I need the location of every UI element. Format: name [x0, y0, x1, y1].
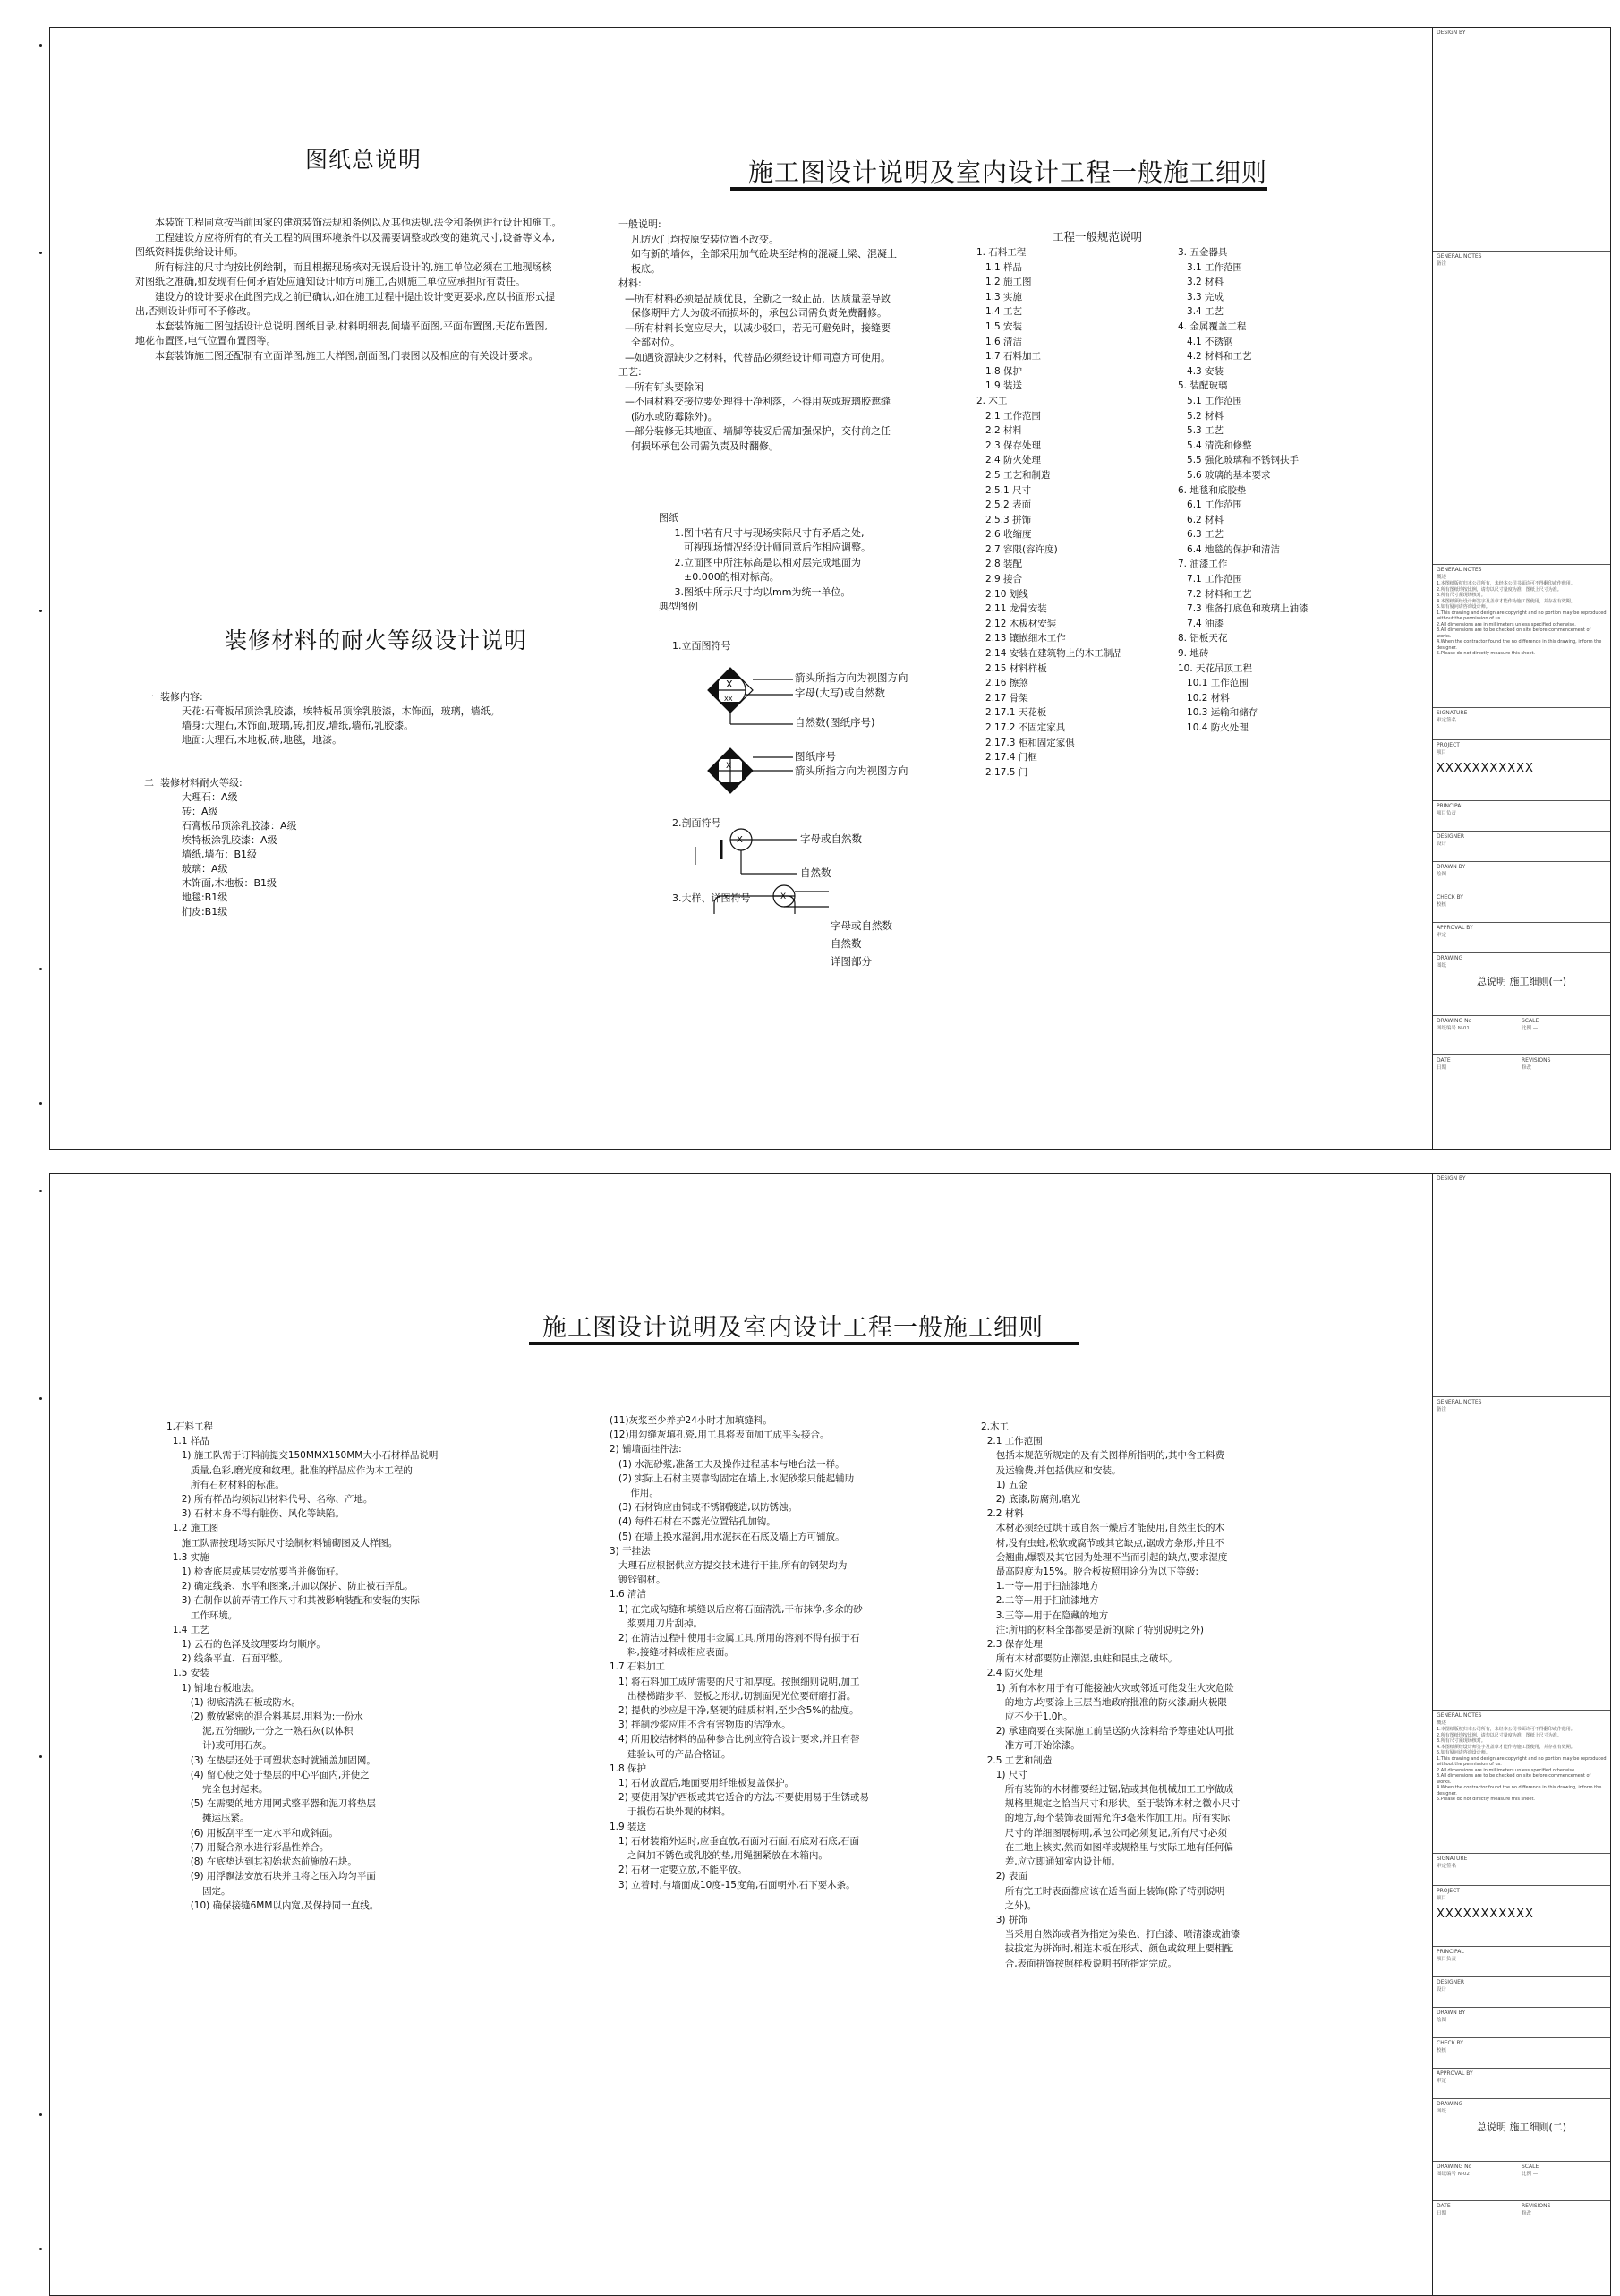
spec-list-item: 2.10 划线	[976, 588, 1028, 600]
spec-list-item: 1.9 装送	[976, 380, 1023, 392]
elevation-arrow-fill	[720, 668, 741, 679]
spec-list-item: 1.4 工艺	[976, 306, 1023, 318]
spec-list-item: 5.2 材料	[1178, 410, 1224, 422]
spec-list-item: 2.5.2 表面	[976, 499, 1032, 511]
spec-list-item: 5.1 工作范围	[1178, 395, 1243, 406]
spec-list-item: 3.2 材料	[1178, 277, 1224, 288]
spec-list-item: 3.3 完成	[1178, 291, 1224, 303]
spec-list-item: 3.4 工艺	[1178, 306, 1224, 318]
legend-label: 自然数	[831, 937, 862, 950]
legend-label: 详图部分	[831, 955, 872, 968]
legend-label: 箭头所指方向为视图方向	[795, 671, 908, 684]
spec-list-item: 2.13 镶嵌细木工作	[976, 633, 1066, 644]
legend-label: 字母或自然数	[800, 832, 862, 845]
spec-list-item: 8. 铝板天花	[1178, 633, 1228, 644]
spec-list-item: 2.17.2 不固定家具	[976, 722, 1066, 733]
svg-text:X: X	[737, 835, 743, 845]
sheet-corner-mark	[39, 2248, 42, 2250]
legend-elevation-heading: 1.立面图符号	[672, 640, 731, 652]
legend-section-heading: 2.剖面符号	[672, 817, 721, 829]
spec-list-item: 2.8 装配	[976, 559, 1023, 570]
project-name: XXXXXXXXXXX	[1437, 762, 1534, 775]
spec-list-item: 5.6 玻璃的基本要求	[1178, 469, 1271, 481]
spec-list-item: 9. 地砖	[1178, 648, 1209, 660]
drawing-section: 图纸 1.图中若有尺寸与现场实际尺寸有矛盾之处, 可视现场情况经设计师同意后作相应调整。 2.立面图中所注标高是以相对层完成地面为 ±0.000的相对标高。 3.图纸中所示尺寸均以mm为统一单位。 典型图例	[659, 512, 871, 612]
project-label: PROJECT	[1437, 742, 1460, 748]
spec-list-item: 2.5.3 拼饰	[976, 514, 1032, 525]
drawing-name: 总说明 施工细则(一)	[1476, 976, 1567, 987]
sheet-corner-mark	[39, 44, 42, 47]
spec-list-item: 1.8 保护	[976, 365, 1023, 377]
drawing-number: N-02	[1457, 2172, 1470, 2177]
spec-list-item: 4.2 材料和工艺	[1178, 351, 1252, 363]
general-notes-label: GENERAL NOTES	[1437, 253, 1482, 260]
spec-list-item: 2.12 木板材安装	[976, 618, 1057, 629]
spec-list-item: 2.11 龙骨安装	[976, 603, 1047, 615]
page-title: 施工图设计说明及室内设计工程一般施工细则	[542, 1314, 1044, 1342]
title-block: DESIGN BY GENERAL NOTES 备注 GENERAL NOTES 概述 1.本图纸版权归本公司所有，未经本公司书面许可不得翻印或作他用。 2.所有图纸均按比例，请勿以尺寸量度为准，图纸上尺寸为准。 3.所有尺寸须现场核对。 4.本图纸须经设计师签字及盖章才能作为施工图使用，并存在有效期。 5.如有疑问请咨询设计师。 1.This drawing and design are copyright and no portion may be reproduced without the permission of us. 2.All dimensions are in millimeters unless specified otherwise. 3.All dimensions are to be checked on site before commencement of works. 4.When the contractor found the no difference in this drawing, inform the designer. 5.Please do not directly measure this sheet. SIGNATURE 审定签名 PROJECT 项目 XXXXXXXXXXX PRINCIPAL 项目负责 DESIGNER 设计 DRAWN BY 绘图 CHECK BY 校核 APPROVAL BY 审定 DRAWING 图纸 总说明 施工细则(二) DRAWING No 图纸编号 N-02 SCALE 比例 — DATE 日期 REVISIONS 修改	[1432, 1174, 1610, 2295]
fire-rating-title: 装修材料的耐火等级设计说明	[225, 627, 528, 653]
spec-list-item: 2.3 保存处理	[976, 440, 1042, 451]
design-by-label: DESIGN BY	[1437, 30, 1466, 36]
spec-list-item: 7.4 油漆	[1178, 618, 1224, 629]
sheet-edge-mark	[39, 610, 42, 612]
spec-list-item: 6.1 工作范围	[1178, 499, 1243, 511]
stone-works-col: 1.石料工程 1.1 样品 1) 施工队需于订料前提交150MMX150MM大小石材样品说明 质量,色彩,磨光度和纹理。批准的样品应作为本工程的 所有石材材料的标准。 2) 所有样品均须标出材料代号、名称、产地。 3) 石材本身不得有脏伤、风化等缺陷。 1.2 施工图 施工队需按现场实际尺寸绘制材料铺砌图及大样图。 1.3 实施 1) 检查底层或基层安放要当并修饰好。 2) 确定线条、水平和图案,并加以保护、防止被石弄乱。 3) 在制作以前弄清工作尺寸和其被影响装配和安装的实际 工作环境。 1.4 工艺 1) 云石的色泽及纹理要均匀顺序。 2) 线条平直、石面平整。 1.5 安装 1) 铺地台板地法。 (1) 彻底清洗石板或防水。 (2) 敷放紧密的混合料基层,用料为:一份水 泥,五份细砂,十分之一熟石灰(以体积 计)或可用石灰。 (3) 在垫层还处于可塑状态时就铺盖加固网。 (4) 留心使之处于垫层的中心平面内,并使之 完全包封起来。 (5) 在需要的地方用网式整平器和泥刀将垫层 摊运压紧。 (6) 用板刮平至一定水平和成斜面。 (7) 用凝合剂水进行彩晶性养合。 (8) 在底垫达到其初始状态前施放石块。 (9) 用浮飘法安放石块并且将之压入均匀平面 固定。 (10) 确保接缝6MM以内宽,及保持同一直线。	[166, 1421, 439, 1911]
spec-list-item: 2. 木工	[976, 395, 1008, 406]
spec-list-item: 5.4 清洗和修整	[1178, 440, 1252, 451]
spec-list-item: 10.4 防火处理	[1178, 722, 1249, 733]
spec-list-item: 2.6 收缩度	[976, 529, 1032, 541]
spec-list-item: 6.2 材料	[1178, 514, 1224, 525]
spec-list-item: 2.4 防火处理	[976, 455, 1042, 466]
sheet-edge-mark	[39, 252, 42, 254]
spec-list-item: 2.1 工作范围	[976, 410, 1042, 422]
svg-text:X: X	[780, 892, 787, 901]
legend-label: 自然数(图纸序号)	[795, 716, 875, 729]
spec-list-item: 6. 地毯和底胶垫	[1178, 484, 1247, 496]
spec-list-item: 5. 装配玻璃	[1178, 380, 1228, 392]
sheet-corner-mark	[39, 1190, 42, 1192]
spec-list-item: 2.5.1 尺寸	[976, 484, 1032, 496]
spec-list-item: 10.3 运输和储存	[1178, 707, 1258, 719]
stone-works-col-cont: (11)灰浆至少养护24小时才加填缝料。 (12)用勾缝灰填孔瓷,用工具将表面加工成平头接合。 2) 铺墙面挂件法: (1) 水泥砂浆,准备工夫及操作过程基本与地台法一样。 (2) 实际上石材主要靠钩固定在墙上,水泥砂浆只能起辅助 作用。 (3) 石材钩应由铜或不锈钢镀造,以防锈蚀。 (4) 每件石材在不露光位置钻孔加钩。 (5) 在墙上换水湿润,用水泥抹在石底及墙上方可铺放。 3) 干挂法 大理石应根据供应方提交技术进行干挂,所有的钢架均为 镀锌钢材。 1.6 清洁 1) 在完成勾缝和填缝以后应将石面清洗,干布抹净,多余的砂 浆要用刀片刮掉。 2) 在清洁过程中使用非金属工具,所用的溶剂不得有损于石 料,接缝材料成相应表面。 1.7 石料加工 1) 将石料加工成所需要的尺寸和厚度。按照细则说明,加工 出楼梯踏步平、竖板之形状,切割面见光位要研磨打滑。 2) 提供的沙应是干净,坚硬的硅质材料,至少含5%的盐度。 3) 拌制沙浆应用不含有害物质的洁净水。 4) 所用胶结材料的品种参合比例应符合设计要求,并且有替 建验认可的产品合格证。 1.8 保护 1) 石材放置后,地面要用纤维板复盖保护。 2) 要使用保护西板或其它适合的方法,不要使用易于生锈或易 于损伤石块外观的材料。 1.9 装送 1) 石材装箱外运时,应垂直放,石面对石面,石底对石底,石面 之间加不锈色或乳胶的垫,用绳捆紧放在木箱内。 2) 石材一定要立放,不能平放。 3) 立着时,与墙面成10度-15度角,石面朝外,石下要木条。	[610, 1415, 869, 1891]
spec-list-item: 10.1 工作范围	[1178, 678, 1249, 689]
spec-list-item: 2.17.3 柜和固定家俱	[976, 737, 1075, 748]
spec-list-item: 2.17.1 天花板	[976, 707, 1047, 719]
spec-list-item: 5.3 工艺	[1178, 425, 1224, 437]
drawing-number: N-01	[1457, 1026, 1470, 1031]
spec-list-item: 7.3 准备打底色和玻璃上油漆	[1178, 603, 1309, 615]
spec-list-col-1	[976, 245, 1173, 780]
spec-list-item: 2.2 材料	[976, 425, 1023, 437]
title-underline	[730, 187, 1267, 191]
general-notes-body: 一般说明: 凡防火门均按原安装位置不改变。 如有新的墙体，全部采用加气砼块至结构的混凝土梁、混凝土 板底。 材料: —所有材料必须是品质优良，全新之一级正品，因质量差导致 保修期甲方人为破坏而损坏的，承包公司需负责免费翻修。 —所有材料长宽应尽大，以减少驳口，若无可避免时，接缝要 全部对位。 —如遇资源缺少之材料，代替品必须经设计师同意方可使用。 工艺: —所有钉头要除闲 —不同材料交接位要处理得干净利落，不得用灰或玻璃胶遮缝 (防水或防霉除外)。 —部分装修无其地面、墙脚等装妥后需加强保护，交付前之任 何损坏承包公司需负责及时翻修。	[618, 218, 897, 452]
sheet-edge-mark	[39, 1397, 42, 1400]
spec-list-item: 10.2 材料	[1178, 692, 1230, 704]
spec-list-item: 2.15 材料样板	[976, 662, 1047, 674]
title-block: DESIGN BY GENERAL NOTES 备注 GENERAL NOTES 概述 1.本图纸版权归本公司所有，未经本公司书面许可不得翻印或作他用。 2.所有图纸均按比例，请勿以尺寸量度为准，图纸上尺寸为准。 3.所有尺寸须现场核对。 4.本图纸须经设计师签字及盖章才能作为施工图使用，并存在有效期。 5.如有疑问请咨询设计师。 1.This drawing and design are copyright and no portion may be reproduced without the permission of us. 2.All dimensions are in millimeters unless specified otherwise. 3.All dimensions are to be checked on site before commencement of works. 4.When the contractor found the no difference in this drawing, inform the designer. 5.Please do not directly measure this sheet. SIGNATURE 审定签名 PROJECT 项目 XXXXXXXXXXX PRINCIPAL 项目负责 DESIGNER 设计 DRAWN BY 绘图 CHECK BY 校核 APPROVAL BY 审定 DRAWING 图纸 总说明 施工细则(一) DRAWING No 图纸编号 N-01 SCALE 比例 — DATE 日期 REVISIONS 修改	[1432, 28, 1610, 1149]
spec-list-item: 6.4 地毯的保护和清洁	[1178, 543, 1281, 555]
spec-list-item: 10. 天花吊顶工程	[1178, 662, 1253, 674]
legend-label: 图纸序号	[795, 750, 836, 763]
spec-list-item: 2.17.4 门框	[976, 752, 1037, 764]
spec-list-item: 4.1 不锈钢	[1178, 336, 1233, 347]
symbol-numeral: XX	[724, 696, 733, 703]
spec-list-item: 1.7 石料加工	[976, 351, 1042, 363]
spec-list-item: 2.14 安装在建筑物上的木工制品	[976, 648, 1122, 660]
notes-label: GENERAL NOTES	[1437, 567, 1482, 573]
spec-list-item: 4. 金属覆盖工程	[1178, 320, 1247, 332]
spec-list-item: 2.16 擦煞	[976, 678, 1028, 689]
drawing-sheet-1	[49, 27, 1611, 1150]
carpentry-col: 2.木工 2.1 工作范围 包括本规范所规定的及有关图样所指明的,其中含工料费 及运输费,并包括供应和安装。 1) 五金 2) 底漆,防腐剂,磨光 2.2 材料 木材必须经过烘干或自然干燥后才能使用,自然生长的木 材,没有虫蛀,松软或腐节或其它缺点,锯成方条形,并且不 会翘曲,爆裂及其它因为处理不当而引起的缺点,要求湿度 最高限度为15%。胶合板按照用途分为以下等级: 1.一等—用于扫油漆地方 2.二等—用于扫油漆地方 3.三等—用于在隐藏的地方 注:所用的材料全部都要是新的(除了特别说明之外) 2.3 保存处理 所有木材都要防止潮湿,虫蛀和昆虫之破坏。 2.4 防火处理 1) 所有木材用于有可能接触火灾或邻近可能发生火灾危险 的地方,均要涂上三层当地政府批准的防火漆,耐火极限 应不少于1.0h。 2) 承建商要在实际施工前呈送防火涂料给予筹建处认可批 准方可开始涂漆。 2.5 工艺和制造 1) 尺寸 所有装饰的木材都要经过锯,钻或其他机械加工工序做成 规格里规定之恰当尺寸和形状。至于装饰木材之微小尺寸 的地方,每个装饰表面需允许3毫米作加工用。所有实际 尺寸的详细图展标明,承包公司必须复记,所有尺寸必须 在工地上核实,然而如图样或规格里与实际工地有任何偏 差,应立即通知室内设计师。 2) 表面 所有完工时表面都应该在适当面上装饰(除了特别说明 之外)。 3) 拼饰 当采用自然饰或者为指定为染色、打白漆、喷清漆或油漆 拔拔定为拼饰时,相连木板在形式、颜色或纹理上要相配 合,表面拼饰按照样板说明书所指定完成。	[981, 1421, 1241, 1969]
spec-list-item: 5.5 强化玻璃和不锈钢扶手	[1178, 455, 1300, 466]
sheet-corner-mark	[39, 1102, 42, 1105]
spec-list-item: 6.3 工艺	[1178, 529, 1224, 541]
drawing-notes-body: 本装饰工程同意按当前国家的建筑装饰法规和条例以及其他法规,法令和条例进行设计和施工。 工程建设方应将所有的有关工程的周围环境条件以及需要调整或改变的建筑尺寸,设备等文本, 图纸资料提供给设计师。 所有标注的尺寸均按比例绘制，而且根据现场核对无误后设计的,施工单位必须在工地现场核 对图纸之准确,如发现有任何矛盾处应通知设计师方可施工,否则施工单位应承担所有责任。 建设方的设计要求在此图完成之前已确认,如在施工过程中提出设计变更要求,应以书面形式提 出,否则设计师可不予修改。 本套装饰施工图包括设计总说明,图纸目录,材料明细表,间墙平面图,平面布置图,天花布置图, 地花布置图,电气位置布置图等。 本套装饰施工图还配制有立面详图,施工大样图,剖面图,门表图以及相应的有关设计要求。	[135, 217, 562, 362]
sheet-edge-mark	[39, 2113, 42, 2116]
svg-text:X: X	[726, 762, 732, 771]
spec-list-col-2	[1178, 245, 1393, 736]
symbol-letter-x: X	[726, 679, 733, 690]
legend-label: 字母(大写)或自然数	[795, 687, 885, 699]
spec-list-item: 7.2 材料和工艺	[1178, 588, 1252, 600]
legend-label: 箭头所指方向为视图方向	[795, 764, 908, 777]
spec-list-item: 3.1 工作范围	[1178, 261, 1243, 273]
spec-list-item: 1.2 施工图	[976, 277, 1032, 288]
spec-list-item: 4.3 安装	[1178, 365, 1224, 377]
spec-list-item: 2.7 容限(容许度)	[976, 543, 1058, 555]
legend-detail-heading: 3.大样、详图符号	[672, 892, 751, 904]
sheet-edge-mark	[39, 968, 42, 970]
fire-rating-body: 一 装修内容: 天花:石膏板吊顶涂乳胶漆，埃特板吊顶涂乳胶漆，木饰面，玻璃，墙纸。 墙身:大理石,木饰面,玻璃,砖,扪皮,墙纸,墙布,乳胶漆。 地面:大理石,木地板,砖,地毯，地漆。 二 装修材料耐火等级: 大理石：A级 砖：A级 石膏板吊顶涂乳胶漆：A级 埃特板涂乳胶漆：A级 墙纸,墙布：B1级 玻璃：A级 木饰面,木地板：B1级 地毯:B1级 扪皮:B1级	[144, 691, 500, 918]
spec-list-item: 2.5 工艺和制造	[976, 469, 1051, 481]
page-title: 施工图设计说明及室内设计工程一般施工细则	[748, 158, 1268, 187]
spec-list-item: 1.1 样品	[976, 261, 1023, 273]
signature-label: SIGNATURE	[1437, 710, 1468, 716]
spec-list-item: 1. 石料工程	[976, 247, 1027, 258]
notes-text: 1.本图纸版权归本公司所有，未经本公司书面许可不得翻印或作他用。 2.所有图纸均按比例，请勿以尺寸量度为准，图纸上尺寸为准。 3.所有尺寸须现场核对。 4.本图纸须经设计师签字及盖章才能作为施工图使用，并存在有效期。 5.如有疑问请咨询设计师。 1.This drawing and design are copyright and no portion may be reproduced without the permission of us. 2.All dimensions are in millimeters unless specified otherwise. 3.All dimensions are to be checked on site before commencement of works. 4.When the contractor found the no difference in this drawing, inform the designer. 5.Please do not directly measure this sheet.	[1437, 581, 1607, 656]
spec-list-item: 2.17.5 门	[976, 766, 1028, 778]
sheet-edge-mark	[39, 1755, 42, 1758]
spec-list-item: 2.17 骨架	[976, 692, 1028, 704]
spec-list-item: 3. 五金器具	[1178, 247, 1228, 258]
spec-title: 工程一般规范说明	[1053, 230, 1143, 243]
spec-list-item: 7. 油漆工作	[1178, 559, 1228, 570]
spec-list-item: 1.3 实施	[976, 291, 1023, 303]
spec-list-item: 1.6 清洁	[976, 336, 1023, 347]
drawing-notes-title: 图纸总说明	[305, 147, 422, 173]
spec-list-item: 7.1 工作范围	[1178, 574, 1243, 585]
notes-text: 1.本图纸版权归本公司所有，未经本公司书面许可不得翻印或作他用。 2.所有图纸均按比例，请勿以尺寸量度为准，图纸上尺寸为准。 3.所有尺寸须现场核对。 4.本图纸须经设计师签字及盖章才能作为施工图使用，并存在有效期。 5.如有疑问请咨询设计师。 1.This drawing and design are copyright and no portion may be reproduced without the permission of us. 2.All dimensions are in millimeters unless specified otherwise. 3.All dimensions are to be checked on site before commencement of works. 4.When the contractor found the no difference in this drawing, inform the designer. 5.Please do not directly measure this sheet.	[1437, 1727, 1607, 1802]
project-name: XXXXXXXXXXX	[1437, 1908, 1534, 1921]
spec-list-item: 2.9 接合	[976, 574, 1023, 585]
legend-label: 自然数	[800, 866, 831, 879]
legend-label: 字母或自然数	[831, 919, 892, 932]
drawing-name: 总说明 施工细则(二)	[1476, 2121, 1567, 2133]
drawing-sheet-2	[49, 1173, 1611, 2296]
title-underline	[529, 1342, 1079, 1345]
spec-list-item: 1.5 安装	[976, 320, 1023, 332]
